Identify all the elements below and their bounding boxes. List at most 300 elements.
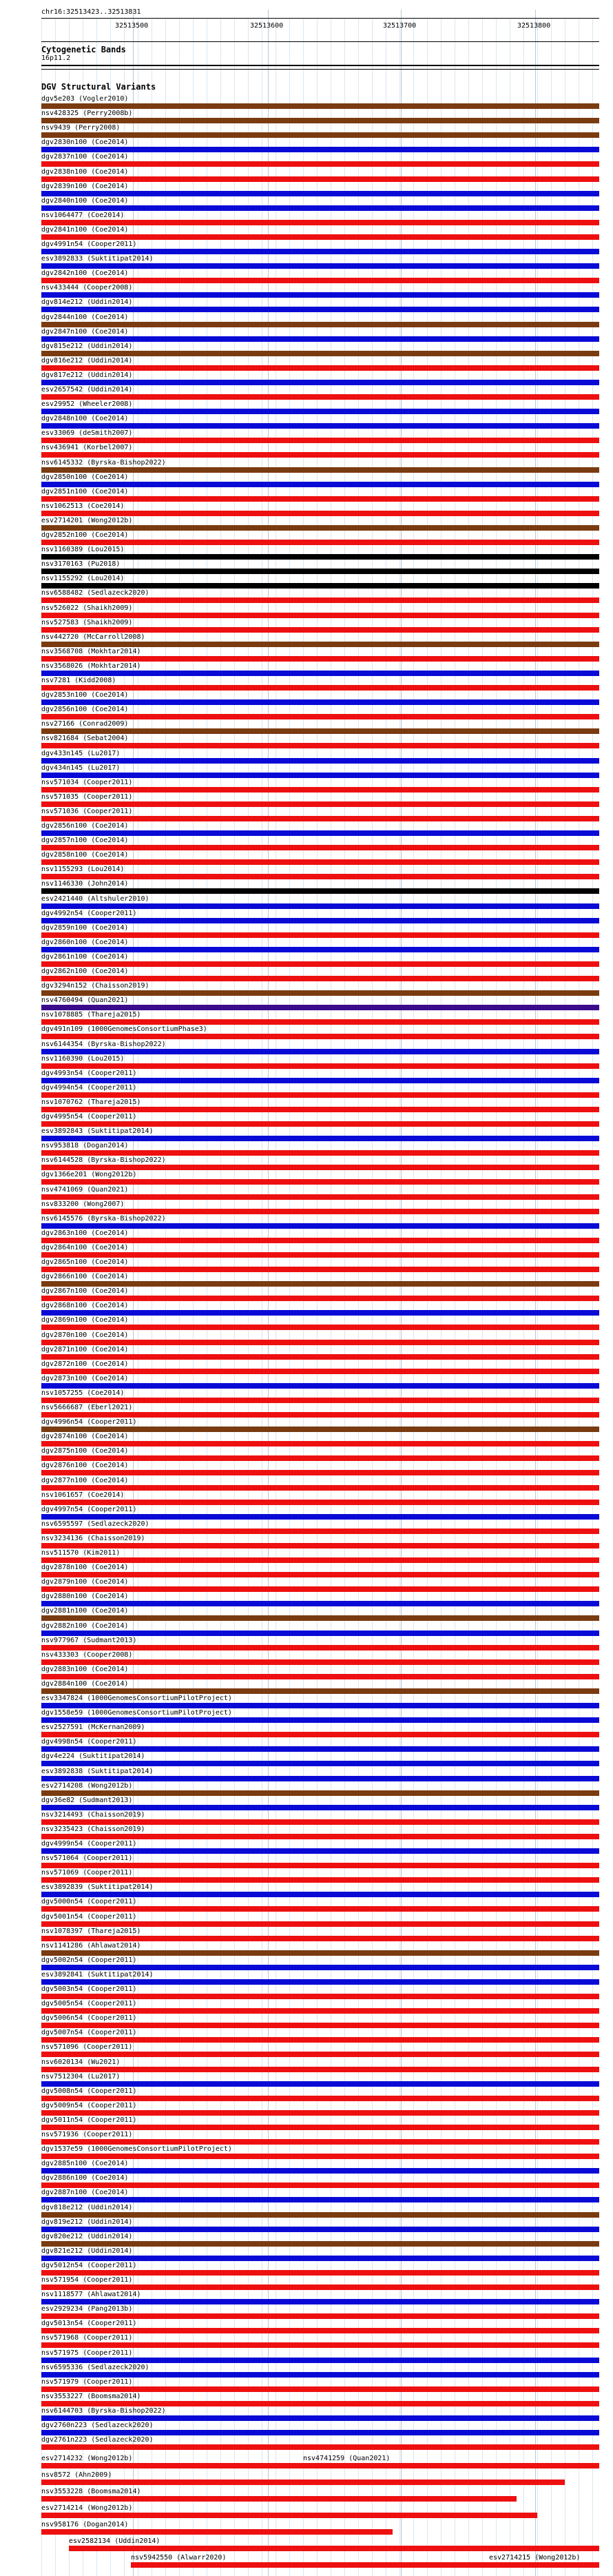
sv-feature-bar[interactable] — [41, 1543, 599, 1548]
sv-feature-bar[interactable] — [41, 482, 599, 487]
sv-feature-label: dgv2842n100 (Coe2014) — [41, 269, 129, 278]
track-separator — [41, 18, 599, 19]
sv-feature-bar[interactable] — [41, 380, 599, 385]
sv-feature-bar[interactable] — [41, 583, 599, 589]
sv-feature-bar[interactable] — [41, 2284, 599, 2290]
sv-feature-label: nsv571968 (Cooper2011) — [41, 2334, 133, 2342]
sv-feature-label: dgv4995n54 (Cooper2011) — [41, 1113, 137, 1121]
sv-feature-bar[interactable] — [41, 2299, 599, 2304]
sv-feature-label: nsv6588482 (Sedlazeck2020) — [41, 589, 149, 597]
sv-feature-label: nsv571069 (Cooper2011) — [41, 1869, 133, 1877]
sv-feature-label: dgv4e224 (Suktitipat2014) — [41, 1752, 145, 1761]
sv-feature-label: nsv433444 (Cooper2008) — [41, 284, 133, 292]
sv-feature-bar[interactable] — [41, 2496, 517, 2502]
sv-feature-label: nsv6144703 (Byrska-Bishop2022) — [41, 2406, 166, 2415]
sv-feature-label: nsv6595597 (Sedlazeck2020) — [41, 1520, 149, 1528]
sv-feature-label: nsv4741259 (Quan2021) — [303, 2455, 391, 2463]
sv-feature-bar[interactable] — [41, 2125, 599, 2130]
sv-feature-bar[interactable] — [41, 1936, 599, 1941]
sv-feature-bar[interactable] — [41, 656, 599, 662]
sv-feature-bar[interactable] — [41, 1906, 599, 1912]
sv-feature-bar[interactable] — [41, 1746, 599, 1752]
sv-feature-bar[interactable] — [41, 278, 599, 283]
sv-feature-bar[interactable] — [41, 699, 599, 705]
sv-feature-label: nsv1064477 (Coe2014) — [41, 211, 125, 219]
sv-feature-bar[interactable] — [41, 1950, 599, 1956]
sv-feature-label: nsv1160389 (Lou2015) — [41, 546, 125, 554]
sv-feature-label: nsv1070762 (Thareja2015) — [41, 1098, 141, 1106]
sv-feature-bar[interactable] — [41, 1078, 599, 1083]
sv-feature-bar[interactable] — [41, 1761, 599, 1766]
sv-feature-bar[interactable] — [41, 161, 599, 167]
sv-feature-label: dgv817e212 (Uddin2014) — [41, 371, 133, 379]
sv-feature-label: dgv5013n54 (Cooper2011) — [41, 2320, 137, 2328]
sv-feature-bar[interactable] — [41, 1485, 599, 1491]
sv-feature-label: nsv433303 (Cooper2008) — [41, 1650, 133, 1659]
sv-feature-label: dgv2861n100 (Coe2014) — [41, 952, 129, 961]
sv-feature-bar[interactable] — [41, 1281, 599, 1287]
sv-feature-bar[interactable] — [41, 1310, 599, 1316]
sv-feature-bar[interactable] — [41, 2430, 599, 2435]
sv-feature-bar[interactable] — [41, 2358, 599, 2363]
sv-feature-bar[interactable] — [41, 1107, 599, 1112]
sv-feature-bar[interactable] — [41, 2270, 599, 2276]
sv-feature-bar[interactable] — [41, 1732, 599, 1737]
sv-feature-bar[interactable] — [41, 1776, 599, 1781]
sv-feature-label: dgv814e212 (Uddin2014) — [41, 298, 133, 307]
sv-feature-bar[interactable] — [41, 1717, 599, 1723]
sv-feature-label: nsv3214493 (Chaisson2019) — [41, 1810, 145, 1819]
sv-feature-label: nsv5942550 (Alwarr2020) — [131, 2554, 227, 2562]
sv-feature-bar[interactable] — [41, 525, 599, 531]
sv-feature-bar[interactable] — [41, 2256, 599, 2261]
sv-feature-label: dgv2838n100 (Coe2014) — [41, 167, 129, 176]
sv-feature-bar[interactable] — [41, 728, 599, 734]
sv-feature-bar[interactable] — [41, 2313, 599, 2319]
sv-feature-label: dgv5005n54 (Cooper2011) — [41, 2000, 137, 2008]
sv-feature-label: nsv1160390 (Lou2015) — [41, 1054, 125, 1063]
sv-feature-label: esv2714208 (Wong2012b) — [41, 1781, 133, 1790]
sv-feature-bar[interactable] — [41, 1601, 599, 1606]
sv-feature-label: dgv4997n54 (Cooper2011) — [41, 1505, 137, 1513]
sv-feature-bar[interactable] — [41, 540, 599, 545]
sv-feature-label: dgv491n109 (1000GenomesConsortiumPhase3) — [41, 1025, 207, 1034]
sv-feature-bar[interactable] — [41, 1238, 599, 1243]
sv-feature-bar[interactable] — [41, 2096, 599, 2101]
sv-feature-bar[interactable] — [41, 1441, 599, 1447]
sv-feature-bar[interactable] — [41, 1819, 599, 1825]
sv-feature-bar[interactable] — [41, 1369, 599, 1374]
sv-feature-bar[interactable] — [41, 1615, 599, 1621]
sv-feature-label: dgv2851n100 (Coe2014) — [41, 487, 129, 495]
sv-feature-label: dgv2830n100 (Coe2014) — [41, 139, 129, 147]
sv-feature-bar[interactable] — [41, 1790, 599, 1796]
sv-feature-bar[interactable] — [41, 1354, 599, 1360]
cytoband-label: 16p11.2 — [41, 54, 71, 62]
sv-feature-bar[interactable] — [303, 2463, 599, 2468]
sv-feature-label: dgv4994n54 (Cooper2011) — [41, 1083, 137, 1092]
sv-feature-bar[interactable] — [41, 2342, 599, 2348]
sv-feature-bar[interactable] — [41, 1165, 599, 1170]
sv-feature-bar[interactable] — [41, 2197, 599, 2202]
sv-feature-label: dgv4996n54 (Cooper2011) — [41, 1418, 137, 1427]
sv-feature-bar[interactable] — [41, 1965, 599, 1970]
sv-feature-label: dgv5003n54 (Cooper2011) — [41, 1985, 137, 1993]
sv-feature-bar[interactable] — [131, 2562, 489, 2568]
sv-feature-bar[interactable] — [41, 2183, 599, 2188]
sv-feature-bar[interactable] — [41, 1470, 599, 1475]
sv-feature-label: nsv4760494 (Quan2021) — [41, 996, 129, 1005]
sv-feature-bar[interactable] — [41, 859, 599, 865]
sv-feature-bar[interactable] — [41, 830, 599, 836]
sv-feature-bar[interactable] — [41, 918, 599, 923]
sv-feature-label: dgv2873n100 (Coe2014) — [41, 1374, 129, 1382]
sv-feature-label: dgv2879n100 (Coe2014) — [41, 1578, 129, 1586]
sv-feature-bar[interactable] — [41, 743, 599, 748]
sv-feature-bar[interactable] — [41, 118, 599, 123]
sv-feature-bar[interactable] — [41, 1049, 599, 1054]
sv-feature-bar[interactable] — [41, 511, 599, 516]
sv-feature-label: nsv3568708 (Mokhtar2014) — [41, 647, 141, 655]
sv-feature-label: nsv3553227 (Boomsma2014) — [41, 2392, 141, 2400]
sv-feature-bar[interactable] — [41, 1572, 599, 1577]
sv-feature-bar[interactable] — [41, 1223, 599, 1229]
sv-feature-label: dgv2839n100 (Coe2014) — [41, 182, 129, 190]
sv-feature-bar[interactable] — [41, 249, 599, 254]
sv-feature-bar[interactable] — [41, 234, 599, 240]
sv-feature-label: esv3892843 (Suktitipat2014) — [41, 1127, 154, 1136]
sv-feature-label: dgv2866n100 (Coe2014) — [41, 1273, 129, 1281]
sv-feature-bar[interactable] — [41, 1455, 599, 1461]
sv-feature-bar[interactable] — [41, 423, 599, 429]
sv-feature-bar[interactable] — [41, 336, 599, 342]
sv-feature-bar[interactable] — [41, 2081, 599, 2087]
sv-feature-bar[interactable] — [41, 176, 599, 182]
sv-feature-label: dgv2881n100 (Coe2014) — [41, 1607, 129, 1615]
sv-feature-label: esv3892838 (Suktitipat2014) — [41, 1767, 154, 1775]
sv-feature-label: dgv2848n100 (Coe2014) — [41, 415, 129, 423]
sv-feature-bar[interactable] — [41, 816, 599, 821]
sv-feature-bar[interactable] — [41, 1296, 599, 1301]
sv-feature-bar[interactable] — [41, 1659, 599, 1665]
sv-feature-label: nsv1146330 (John2014) — [41, 880, 129, 888]
sv-feature-bar[interactable] — [41, 2513, 537, 2518]
sv-feature-label: esv2714214 (Wong2012b) — [41, 2504, 133, 2513]
sv-feature-label: dgv2840n100 (Coe2014) — [41, 196, 129, 205]
sv-feature-label: nsv9439 (Perry2008) — [41, 124, 121, 132]
sv-feature-label: nsv428325 (Perry2008b) — [41, 110, 133, 118]
sv-feature-bar[interactable] — [41, 438, 599, 443]
sv-feature-label: nsv6595336 (Sedlazeck2020) — [41, 2363, 149, 2371]
coordinate-tick-label: 32513500 — [115, 22, 149, 30]
sv-feature-bar[interactable] — [41, 990, 599, 996]
sv-feature-bar[interactable] — [41, 292, 599, 298]
sv-feature-label: dgv2870n100 (Coe2014) — [41, 1331, 129, 1339]
sv-feature-bar[interactable] — [41, 2154, 599, 2159]
sv-feature-label: dgv2880n100 (Coe2014) — [41, 1593, 129, 1601]
sv-feature-label: dgv2850n100 (Coe2014) — [41, 473, 129, 481]
sv-feature-label: nsv8572 (Ahn2009) — [41, 2471, 112, 2480]
sv-feature-bar[interactable] — [41, 976, 599, 981]
sv-feature-bar[interactable] — [41, 409, 599, 414]
sv-feature-bar[interactable] — [41, 642, 599, 647]
sv-feature-bar[interactable] — [41, 569, 599, 574]
sv-feature-bar[interactable] — [41, 467, 599, 473]
sv-feature-bar[interactable] — [41, 351, 599, 356]
sv-feature-bar[interactable] — [41, 1427, 599, 1432]
sv-feature-bar[interactable] — [41, 1892, 599, 1897]
sv-feature-label: dgv2858n100 (Coe2014) — [41, 851, 129, 859]
sv-feature-label: dgv2862n100 (Coe2014) — [41, 968, 129, 975]
sv-feature-label: dgv1558e59 (1000GenomesConsortiumPilotProject) — [41, 1709, 232, 1717]
sv-feature-bar[interactable] — [41, 1034, 599, 1039]
sv-feature-bar[interactable] — [41, 205, 599, 211]
sv-feature-bar[interactable] — [41, 1994, 599, 1999]
sv-feature-bar[interactable] — [41, 452, 599, 458]
sv-feature-label: dgv2867n100 (Coe2014) — [41, 1287, 129, 1296]
sv-feature-label: nsv1155292 (Lou2014) — [41, 575, 125, 583]
sv-feature-label: dgv2878n100 (Coe2014) — [41, 1564, 129, 1572]
sv-feature-label: dgv2852n100 (Coe2014) — [41, 531, 129, 539]
sv-feature-bar[interactable] — [41, 1688, 599, 1694]
sv-feature-bar[interactable] — [41, 2168, 599, 2174]
sv-feature-label: esv2929234 (Pang2013b) — [41, 2305, 133, 2313]
sv-feature-bar[interactable] — [41, 1586, 599, 1592]
sv-feature-bar[interactable] — [41, 394, 599, 400]
sv-feature-label: nsv1057255 (Coe2014) — [41, 1389, 125, 1397]
sv-feature-bar[interactable] — [41, 627, 599, 633]
sv-feature-bar[interactable] — [41, 671, 599, 676]
sv-feature-label: nsv571954 (Cooper2011) — [41, 2276, 133, 2284]
sv-feature-label: nsv571979 (Cooper2011) — [41, 2378, 133, 2386]
sv-feature-bar[interactable] — [41, 2328, 599, 2333]
sv-feature-label: dgv2857n100 (Coe2014) — [41, 837, 129, 845]
sv-feature-bar[interactable] — [41, 2037, 599, 2043]
sv-feature-bar[interactable] — [41, 2110, 599, 2116]
sv-feature-bar[interactable] — [41, 1412, 599, 1418]
sv-feature-label: esv33069 (deSmith2007) — [41, 429, 133, 438]
sv-feature-bar[interactable] — [41, 1019, 599, 1025]
sv-feature-label: dgv2886n100 (Coe2014) — [41, 2174, 129, 2183]
sv-feature-bar[interactable] — [41, 103, 599, 109]
sv-feature-label: nsv833200 (Wong2007) — [41, 1200, 125, 1208]
sv-feature-label: nsv571035 (Cooper2011) — [41, 793, 133, 801]
sv-feature-bar[interactable] — [41, 2227, 599, 2232]
sv-feature-bar[interactable] — [41, 1500, 599, 1505]
sv-feature-label: dgv2844n100 (Coe2014) — [41, 313, 129, 321]
sv-track-title: DGV Structural Variants — [41, 82, 156, 92]
sv-feature-bar[interactable] — [41, 932, 599, 938]
sv-feature-label: nsv526022 (Shaikh2009) — [41, 604, 133, 612]
sv-feature-bar[interactable] — [41, 1063, 599, 1069]
sv-feature-bar[interactable] — [41, 1209, 599, 1214]
sv-feature-bar[interactable] — [41, 2480, 565, 2485]
sv-feature-bar[interactable] — [41, 1557, 599, 1563]
sv-feature-label: esv2421440 (Altshuler2010) — [41, 895, 149, 903]
coordinate-tick-label: 32513700 — [383, 22, 417, 30]
sv-feature-label: nsv511570 (Kim2011) — [41, 1549, 121, 1557]
sv-feature-bar[interactable] — [41, 2444, 599, 2450]
sv-feature-label: dgv5002n54 (Cooper2011) — [41, 1956, 137, 1964]
sv-feature-bar[interactable] — [41, 787, 599, 793]
sv-feature-bar[interactable] — [41, 220, 599, 225]
sv-feature-bar[interactable] — [41, 874, 599, 879]
sv-feature-bar[interactable] — [41, 758, 599, 764]
sv-feature-label: dgv434n145 (Lu2017) — [41, 764, 121, 772]
sv-feature-bar[interactable] — [41, 1645, 599, 1650]
sv-feature-bar[interactable] — [41, 1325, 599, 1330]
sv-feature-bar[interactable] — [41, 2139, 599, 2145]
sv-feature-bar[interactable] — [41, 554, 599, 560]
sv-feature-bar[interactable] — [41, 2067, 599, 2072]
sv-feature-bar[interactable] — [41, 903, 599, 909]
sv-feature-bar[interactable] — [69, 2546, 599, 2551]
sv-feature-bar[interactable] — [41, 2463, 303, 2468]
sv-feature-bar[interactable] — [41, 2415, 599, 2421]
sv-feature-bar[interactable] — [41, 1194, 599, 1200]
sv-feature-label: dgv5008n54 (Cooper2011) — [41, 2087, 137, 2095]
sv-feature-bar[interactable] — [41, 1398, 599, 1403]
sv-feature-bar[interactable] — [41, 322, 599, 327]
sv-feature-label: esv2657542 (Uddin2014) — [41, 386, 133, 393]
sv-feature-label: dgv2872n100 (Coe2014) — [41, 1360, 129, 1368]
sv-feature-label: dgv2874n100 (Coe2014) — [41, 1433, 129, 1441]
sv-feature-label: dgv4993n54 (Cooper2011) — [41, 1069, 137, 1077]
sv-feature-label: nsv571936 (Cooper2011) — [41, 2131, 133, 2138]
sv-feature-label: dgv2853n100 (Coe2014) — [41, 691, 129, 699]
sv-feature-label: nsv6020134 (Wu2021) — [41, 2058, 121, 2066]
sv-feature-bar[interactable] — [41, 685, 599, 691]
sv-feature-label: nsv7281 (Kidd2008) — [41, 677, 116, 684]
sv-feature-label: nsv958176 (Dogan2014) — [41, 2521, 129, 2529]
sv-feature-label: esv3892833 (Suktitipat2014) — [41, 255, 154, 263]
sv-feature-label: nsv1062513 (Coe2014) — [41, 502, 125, 510]
cytoband-bar — [41, 65, 599, 66]
sv-feature-bar[interactable] — [41, 307, 599, 312]
sv-feature-bar[interactable] — [41, 2529, 393, 2535]
sv-feature-label: nsv5666687 (Eberl2021) — [41, 1404, 133, 1411]
sv-feature-bar[interactable] — [489, 2562, 599, 2568]
sv-feature-bar[interactable] — [41, 263, 599, 269]
sv-feature-bar[interactable] — [41, 1121, 599, 1127]
sv-feature-bar[interactable] — [41, 1921, 599, 1927]
sv-feature-bar[interactable] — [41, 2023, 599, 2028]
sv-feature-bar[interactable] — [41, 1340, 599, 1345]
sv-feature-bar[interactable] — [41, 2052, 599, 2057]
sv-feature-bar[interactable] — [41, 2241, 599, 2247]
sv-feature-label: nsv6144354 (Byrska-Bishop2022) — [41, 1040, 166, 1048]
sv-feature-bar[interactable] — [41, 1834, 599, 1839]
sv-feature-label: nsv1078397 (Thareja2015) — [41, 1927, 141, 1935]
sv-feature-bar[interactable] — [41, 947, 599, 952]
sv-feature-bar[interactable] — [41, 1005, 599, 1010]
sv-feature-bar[interactable] — [41, 1150, 599, 1156]
sv-feature-label: esv2714201 (Wong2012b) — [41, 516, 133, 524]
sv-feature-bar[interactable] — [41, 191, 599, 196]
sv-feature-label: nsv3235423 (Chaisson2019) — [41, 1825, 145, 1833]
sv-feature-bar[interactable] — [41, 496, 599, 502]
sv-feature-label: dgv36e82 (Sudmant2013) — [41, 1796, 133, 1804]
sv-feature-bar[interactable] — [41, 1529, 599, 1534]
sv-feature-label: dgv2847n100 (Coe2014) — [41, 327, 129, 336]
sv-feature-bar[interactable] — [41, 1252, 599, 1258]
coordinate-tick-label: 32513800 — [517, 22, 551, 30]
sv-feature-label: nsv3568026 (Mokhtar2014) — [41, 662, 141, 670]
sv-feature-label: nsv4741069 (Quan2021) — [41, 1185, 129, 1194]
sv-feature-bar[interactable] — [41, 1703, 599, 1708]
sv-feature-bar[interactable] — [41, 365, 599, 371]
sv-feature-label: dgv2869n100 (Coe2014) — [41, 1316, 129, 1325]
sv-feature-label: nsv436941 (Korbel2007) — [41, 444, 133, 452]
sv-feature-label: dgv2885n100 (Coe2014) — [41, 2160, 129, 2168]
sv-feature-bar[interactable] — [41, 845, 599, 850]
sv-feature-bar[interactable] — [41, 714, 599, 719]
sv-feature-bar[interactable] — [41, 2212, 599, 2218]
sv-feature-bar[interactable] — [41, 132, 599, 138]
sv-feature-bar[interactable] — [41, 1979, 599, 1985]
sv-feature-label: dgv2877n100 (Coe2014) — [41, 1476, 129, 1484]
sv-feature-label: dgv2882n100 (Coe2014) — [41, 1622, 129, 1630]
sv-feature-label: nsv821684 (Sebat2004) — [41, 735, 129, 743]
sv-feature-label: nsv571036 (Cooper2011) — [41, 807, 133, 815]
sv-feature-bar[interactable] — [41, 1877, 599, 1883]
sv-feature-label: nsv1155293 (Lou2014) — [41, 866, 125, 874]
sv-feature-label: dgv433n145 (Lu2017) — [41, 749, 121, 757]
sv-feature-label: dgv5001n54 (Cooper2011) — [41, 1912, 137, 1921]
sv-feature-bar[interactable] — [41, 1805, 599, 1810]
sv-feature-label: dgv2859n100 (Coe2014) — [41, 923, 129, 932]
sv-feature-bar[interactable] — [41, 1674, 599, 1679]
sv-feature-bar[interactable] — [41, 613, 599, 618]
sv-feature-label: dgv3294n152 (Chaisson2019) — [41, 982, 149, 990]
sv-feature-bar[interactable] — [41, 1514, 599, 1520]
sv-feature-label: nsv571064 (Cooper2011) — [41, 1854, 133, 1863]
sv-feature-bar[interactable] — [41, 597, 599, 603]
sv-feature-bar[interactable] — [41, 2401, 599, 2406]
sv-feature-bar[interactable] — [41, 801, 599, 807]
sv-feature-bar[interactable] — [41, 888, 599, 894]
sv-feature-label: nsv3553228 (Boomsma2014) — [41, 2488, 141, 2496]
sv-feature-bar[interactable] — [41, 1848, 599, 1854]
sv-feature-bar[interactable] — [41, 1383, 599, 1389]
sv-feature-bar[interactable] — [41, 1267, 599, 1272]
sv-feature-label: dgv5e203 (Vogler2010) — [41, 95, 129, 103]
sv-feature-bar[interactable] — [41, 1631, 599, 1636]
sv-feature-bar[interactable] — [41, 773, 599, 778]
sv-feature-bar[interactable] — [41, 1179, 599, 1185]
sv-feature-label: dgv2864n100 (Coe2014) — [41, 1243, 129, 1251]
sv-feature-label: dgv5009n54 (Cooper2011) — [41, 2101, 137, 2109]
sv-feature-bar[interactable] — [41, 1092, 599, 1098]
sv-feature-label: esv2714215 (Wong2012b) — [489, 2554, 581, 2562]
sv-feature-label: nsv571975 (Cooper2011) — [41, 2349, 133, 2357]
sv-feature-bar[interactable] — [41, 147, 599, 152]
sv-feature-label: dgv2887n100 (Coe2014) — [41, 2189, 129, 2197]
sv-feature-bar[interactable] — [41, 1863, 599, 1868]
sv-feature-label: nsv442720 (McCarroll2008) — [41, 633, 145, 641]
sv-feature-label: dgv2856n100 (Coe2014) — [41, 822, 129, 830]
sv-feature-bar[interactable] — [41, 2372, 599, 2378]
sv-feature-label: nsv1118577 (Ahlawat2014) — [41, 2291, 141, 2299]
sv-feature-bar[interactable] — [41, 961, 599, 967]
sv-feature-bar[interactable] — [41, 2386, 599, 2392]
sv-feature-label: esv3892839 (Suktitipat2014) — [41, 1883, 154, 1892]
sv-feature-bar[interactable] — [41, 2008, 599, 2014]
sv-feature-label: dgv1537e59 (1000GenomesConsortiumPilotProject) — [41, 2145, 232, 2154]
sv-feature-label: dgv5012n54 (Cooper2011) — [41, 2261, 137, 2269]
sv-feature-bar[interactable] — [41, 1136, 599, 1141]
sv-feature-label: dgv5006n54 (Cooper2011) — [41, 2014, 137, 2023]
